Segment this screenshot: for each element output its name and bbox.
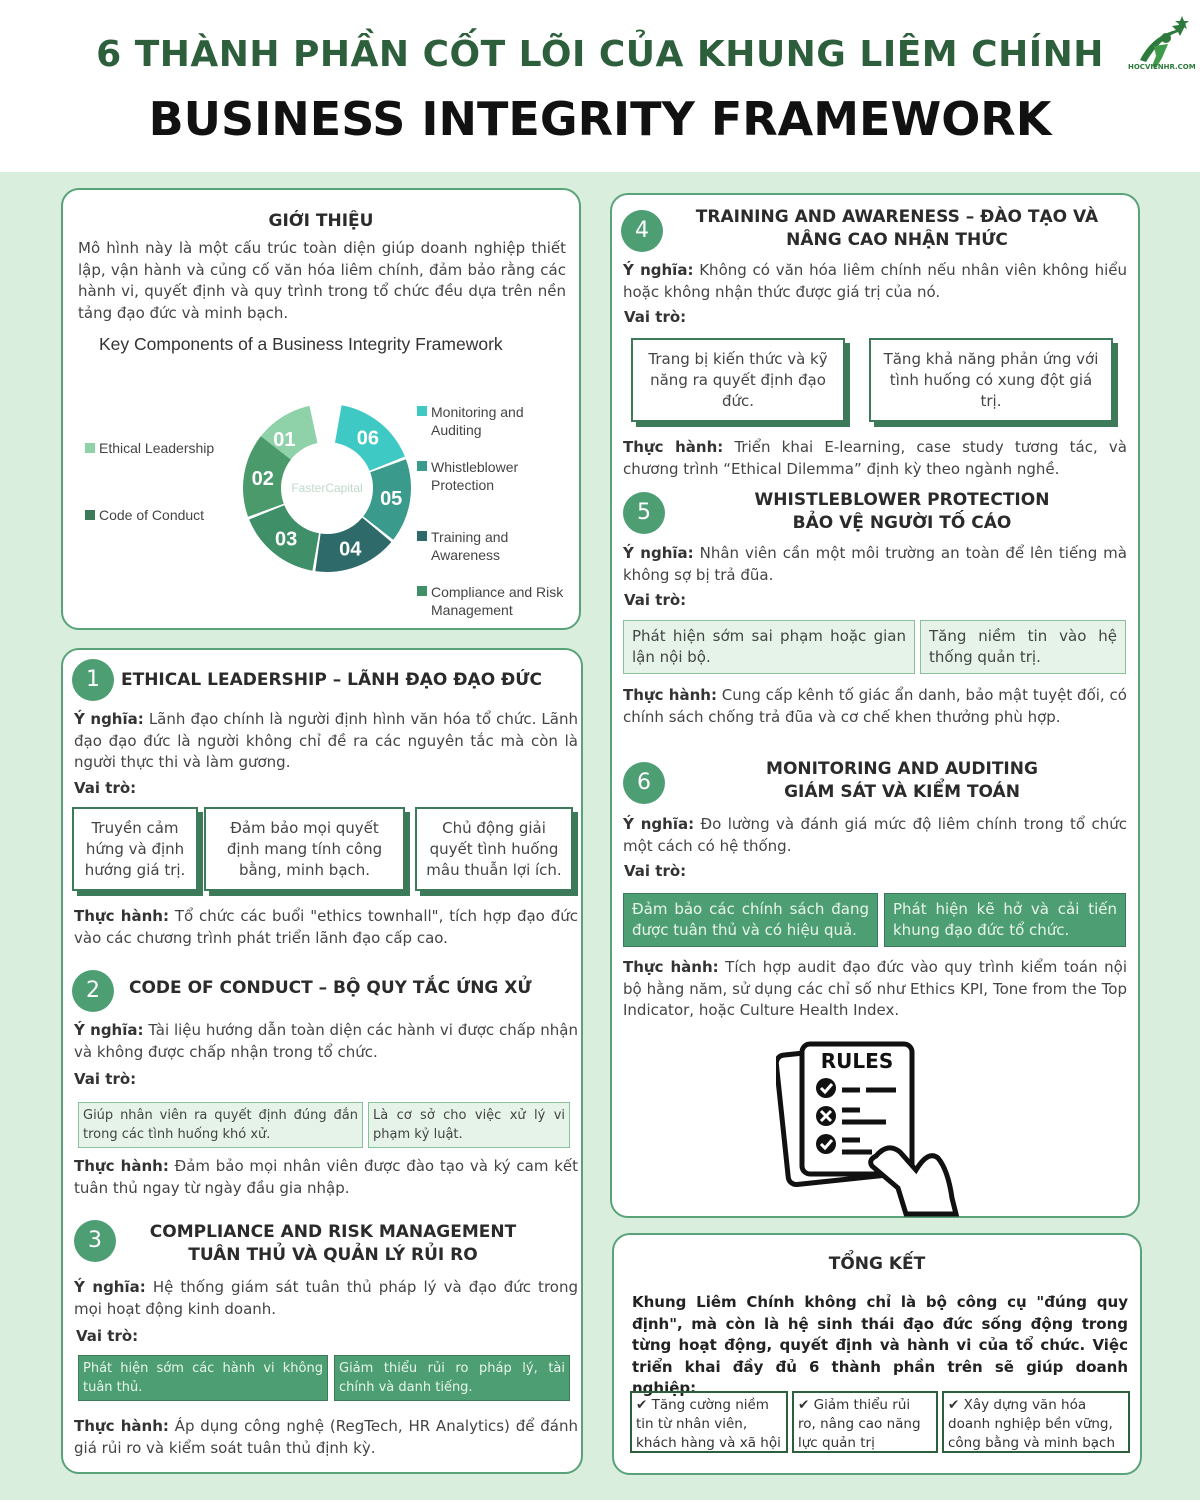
section-2-role-2: Là cơ sở cho việc xử lý vi phạm kỷ luật. <box>368 1102 570 1148</box>
section-5-practice-label: Thực hành: <box>623 686 717 704</box>
right-sections-card <box>610 193 1140 1218</box>
rules-checklist-icon <box>776 1038 966 1218</box>
section-6-role-2: Phát hiện kẽ hở và cải tiến khung đạo đức tổ chức. <box>884 893 1126 947</box>
section-5-meaning-text: Nhân viên cần một môi trường an toàn để lên tiếng mà không sợ bị trả đũa. <box>623 544 1127 584</box>
section-4-practice-label: Thực hành: <box>623 438 724 456</box>
section-5-role-1: Phát hiện sớm sai phạm hoặc gian lận nội bộ. <box>623 620 915 674</box>
section-3-meaning <box>74 1277 578 1320</box>
page-header <box>0 0 1200 172</box>
legend-label-01: Ethical Leadership <box>99 440 215 456</box>
summary-benefit-1: ✔ Tăng cường niềm tin từ nhân viên, khách hàng và xã hội <box>630 1391 788 1453</box>
ring-label-05: 05 <box>380 488 403 511</box>
section-4-meaning <box>623 260 1127 303</box>
rules-label: RULES <box>820 1049 894 1073</box>
ring-label-01: 01 <box>273 428 296 451</box>
section-1-meaning-text: Lãnh đạo chính là người định hình văn hóa tổ chức. Lãnh đạo đạo đức là người không chỉ đề ra các nguyên tắc mà còn là người thực thi và làm gương. <box>74 710 578 771</box>
section-4-title-line2: NÂNG CAO NHẬN THỨC <box>786 230 1008 250</box>
legend-swatch-01 <box>85 443 95 453</box>
section-6-meaning-text: Đo lường và đánh giá mức độ liêm chính trong tổ chức một cách có hệ thống. <box>623 815 1127 855</box>
section-1-title: ETHICAL LEADERSHIP – LÃNH ĐẠO ĐẠO ĐỨC <box>121 670 542 690</box>
section-1-meaning-label: Ý nghĩa: <box>74 710 144 728</box>
section-2-role-1: Giúp nhân viên ra quyết định đúng đắn trong các tình huống khó xử. <box>78 1102 363 1148</box>
section-5-title-line2: BẢO VỆ NGƯỜI TỐ CÁO <box>792 513 1012 533</box>
legend-label-05: Whistleblower Protection <box>431 459 519 493</box>
section-5-number: 5 <box>623 492 665 534</box>
section-6-practice <box>623 957 1127 1022</box>
section-6-meaning <box>623 814 1127 857</box>
section-3-title-line2: TUÂN THỦ VÀ QUẢN LÝ RỦI RO <box>188 1245 478 1265</box>
section-4-number: 4 <box>621 210 663 252</box>
section-3-practice <box>74 1416 578 1459</box>
intro-heading: GIỚI THIỆU <box>268 211 374 231</box>
section-1-role-3: Chủ động giải quyết tình huống mâu thuẫn lợi ích. <box>415 807 573 891</box>
page-title-line2: BUSINESS INTEGRITY FRAMEWORK <box>148 92 1052 146</box>
intro-text: Mô hình này là một cấu trúc toàn diện giúp doanh nghiệp thiết lập, vận hành và củng cố văn hóa liêm chính, đảm bảo rằng các hành vi, quyết định và quy trình trong tổ chức đều dựa trên nền tảng đạo đức và minh bạch. <box>78 239 566 322</box>
left-sections-card <box>61 648 583 1474</box>
section-1-practice-text: Tổ chức các buổi "ethics townhall", tích hợp đạo đức vào các chương trình phát triển lãnh đạo cấp cao. <box>74 907 578 947</box>
section-1-practice <box>74 906 578 949</box>
section-3-number: 3 <box>74 1220 116 1262</box>
section-4-meaning-label: Ý nghĩa: <box>623 261 694 279</box>
section-5-meaning-label: Ý nghĩa: <box>623 544 694 562</box>
legend-swatch-04 <box>417 531 427 541</box>
summary-heading: TỔNG KẾT <box>828 1254 926 1274</box>
summary-benefit-3: ✔ Xây dựng văn hóa doanh nghiệp bền vững, công bằng và minh bạch <box>942 1391 1130 1453</box>
section-1-meaning <box>74 709 578 774</box>
section-1-number: 1 <box>72 659 114 701</box>
legend-label-06: Monitoring and Auditing <box>431 404 524 438</box>
section-2-title: CODE OF CONDUCT – BỘ QUY TẮC ỨNG XỬ <box>129 978 532 998</box>
ring-label-06: 06 <box>356 427 380 450</box>
legend-label-03: Compliance and Risk Management <box>431 584 564 618</box>
section-3-practice-label: Thực hành: <box>74 1417 169 1435</box>
summary-card <box>612 1233 1142 1475</box>
section-6-title-line1: MONITORING AND AUDITING <box>766 759 1038 779</box>
section-2-meaning <box>74 1020 578 1063</box>
section-5-role-2: Tăng niềm tin vào hệ thống quản trị. <box>920 620 1126 674</box>
ring-label-03: 03 <box>274 528 298 551</box>
section-2-practice-text: Đảm bảo mọi nhân viên được đào tạo và ký cam kết tuân thủ ngay từ ngày đầu gia nhập. <box>74 1157 578 1197</box>
section-2-meaning-label: Ý nghĩa: <box>74 1021 144 1039</box>
section-2-practice <box>74 1156 578 1199</box>
legend-label-04: Training and Awareness <box>431 529 509 563</box>
section-1-role-2: Đảm bảo mọi quyết định mang tính công bằng, minh bạch. <box>204 807 405 891</box>
section-4-practice-text: Triển khai E-learning, case study tương tác, và chương trình “Ethical Dilemma” định kỳ theo ngành nghề. <box>623 438 1127 478</box>
section-3-title-line1: COMPLIANCE AND RISK MANAGEMENT <box>149 1222 517 1242</box>
section-5-practice-text: Cung cấp kênh tố giác ẩn danh, bảo mật tuyệt đối, có chính sách chống trả đũa và cơ chế khen thưởng phù hợp. <box>623 686 1127 726</box>
diagram-title: Key Components of a Business Integrity Framework <box>99 334 503 354</box>
section-1-role-1: Truyền cảm hứng và định hướng giá trị. <box>72 807 198 891</box>
section-3-practice-text: Áp dụng công nghệ (RegTech, HR Analytics) để đánh giá rủi ro và kiểm soát tuân thủ định kỳ. <box>74 1417 578 1457</box>
framework-cycle-diagram <box>233 396 421 580</box>
section-5-roles-label: Vai trò: <box>624 591 687 609</box>
section-6-number: 6 <box>623 762 665 804</box>
legend-label-02: Code of Conduct <box>99 507 205 523</box>
summary-benefit-2: ✔ Giảm thiểu rủi ro, nâng cao năng lực quản trị <box>792 1391 938 1453</box>
section-4-role-1: Trang bị kiến thức và kỹ năng ra quyết định đạo đức. <box>631 338 845 422</box>
section-5-practice <box>623 685 1127 728</box>
legend-swatch-03 <box>417 586 427 596</box>
summary-text: Khung Liêm Chính không chỉ là bộ công cụ "đúng quy định", mà còn là hệ sinh thái đạo đức sống động trong từng hoạt động, quyết định và hành vi của tổ chức. Việc triển khai đầy đủ 6 thành phần trên sẽ giúp doanh nghiệp: <box>632 1293 1128 1397</box>
section-3-roles-label: Vai trò: <box>76 1327 139 1345</box>
page-title-line1: 6 THÀNH PHẦN CỐT LÕI CỦA KHUNG LIÊM CHÍNH <box>96 34 1104 75</box>
logo-text: HOCVIENHR.COM <box>1128 63 1196 71</box>
section-6-title-line2: GIÁM SÁT VÀ KIỂM TOÁN <box>784 782 1020 802</box>
section-2-number: 2 <box>72 970 114 1012</box>
section-2-practice-label: Thực hành: <box>74 1157 169 1175</box>
legend-swatch-06 <box>417 406 427 416</box>
ring-label-04: 04 <box>339 538 362 561</box>
section-4-roles-label: Vai trò: <box>624 308 687 326</box>
diagram-watermark: FasterCapital <box>291 481 363 495</box>
section-3-role-1: Phát hiện sớm các hành vi không tuân thủ. <box>78 1355 328 1401</box>
section-3-role-2: Giảm thiểu rủi ro pháp lý, tài chính và danh tiếng. <box>334 1355 570 1401</box>
section-6-role-1: Đảm bảo các chính sách đang được tuân thủ và có hiệu quả. <box>623 893 878 947</box>
section-4-meaning-text: Không có văn hóa liêm chính nếu nhân viên không hiểu hoặc không nhận thức được giá trị của nó. <box>623 261 1127 301</box>
ring-label-02: 02 <box>251 467 274 490</box>
section-6-practice-label: Thực hành: <box>623 958 719 976</box>
section-5-title-line1: WHISTLEBLOWER PROTECTION <box>754 490 1050 510</box>
legend-swatch-05 <box>417 461 427 471</box>
section-2-meaning-text: Tài liệu hướng dẫn toàn diện các hành vi được chấp nhận và không được chấp nhận trong tổ chức. <box>74 1021 578 1061</box>
section-4-title-line1: TRAINING AND AWARENESS – ĐÀO TẠO VÀ <box>695 207 1099 227</box>
legend-swatch-02 <box>85 510 95 520</box>
section-5-meaning <box>623 543 1127 586</box>
section-2-roles-label: Vai trò: <box>74 1070 137 1088</box>
section-6-roles-label: Vai trò: <box>624 862 687 880</box>
intro-card <box>61 188 581 630</box>
section-4-practice <box>623 437 1127 480</box>
section-3-meaning-label: Ý nghĩa: <box>74 1278 146 1296</box>
section-4-role-2: Tăng khả năng phản ứng với tình huống có xung đột giá trị. <box>869 338 1113 422</box>
section-1-practice-label: Thực hành: <box>74 907 169 925</box>
section-6-meaning-label: Ý nghĩa: <box>623 815 695 833</box>
section-1-roles-label: Vai trò: <box>74 779 137 797</box>
section-3-meaning-text: Hệ thống giám sát tuân thủ pháp lý và đạo đức trong mọi hoạt động kinh doanh. <box>74 1278 578 1318</box>
section-6-practice-text: Tích hợp audit đạo đức vào quy trình kiểm toán nội bộ hằng năm, sử dụng các chỉ số như Ethics KPI, Tone from the Top Indicator, hoặc Culture Health Index. <box>623 958 1127 1019</box>
